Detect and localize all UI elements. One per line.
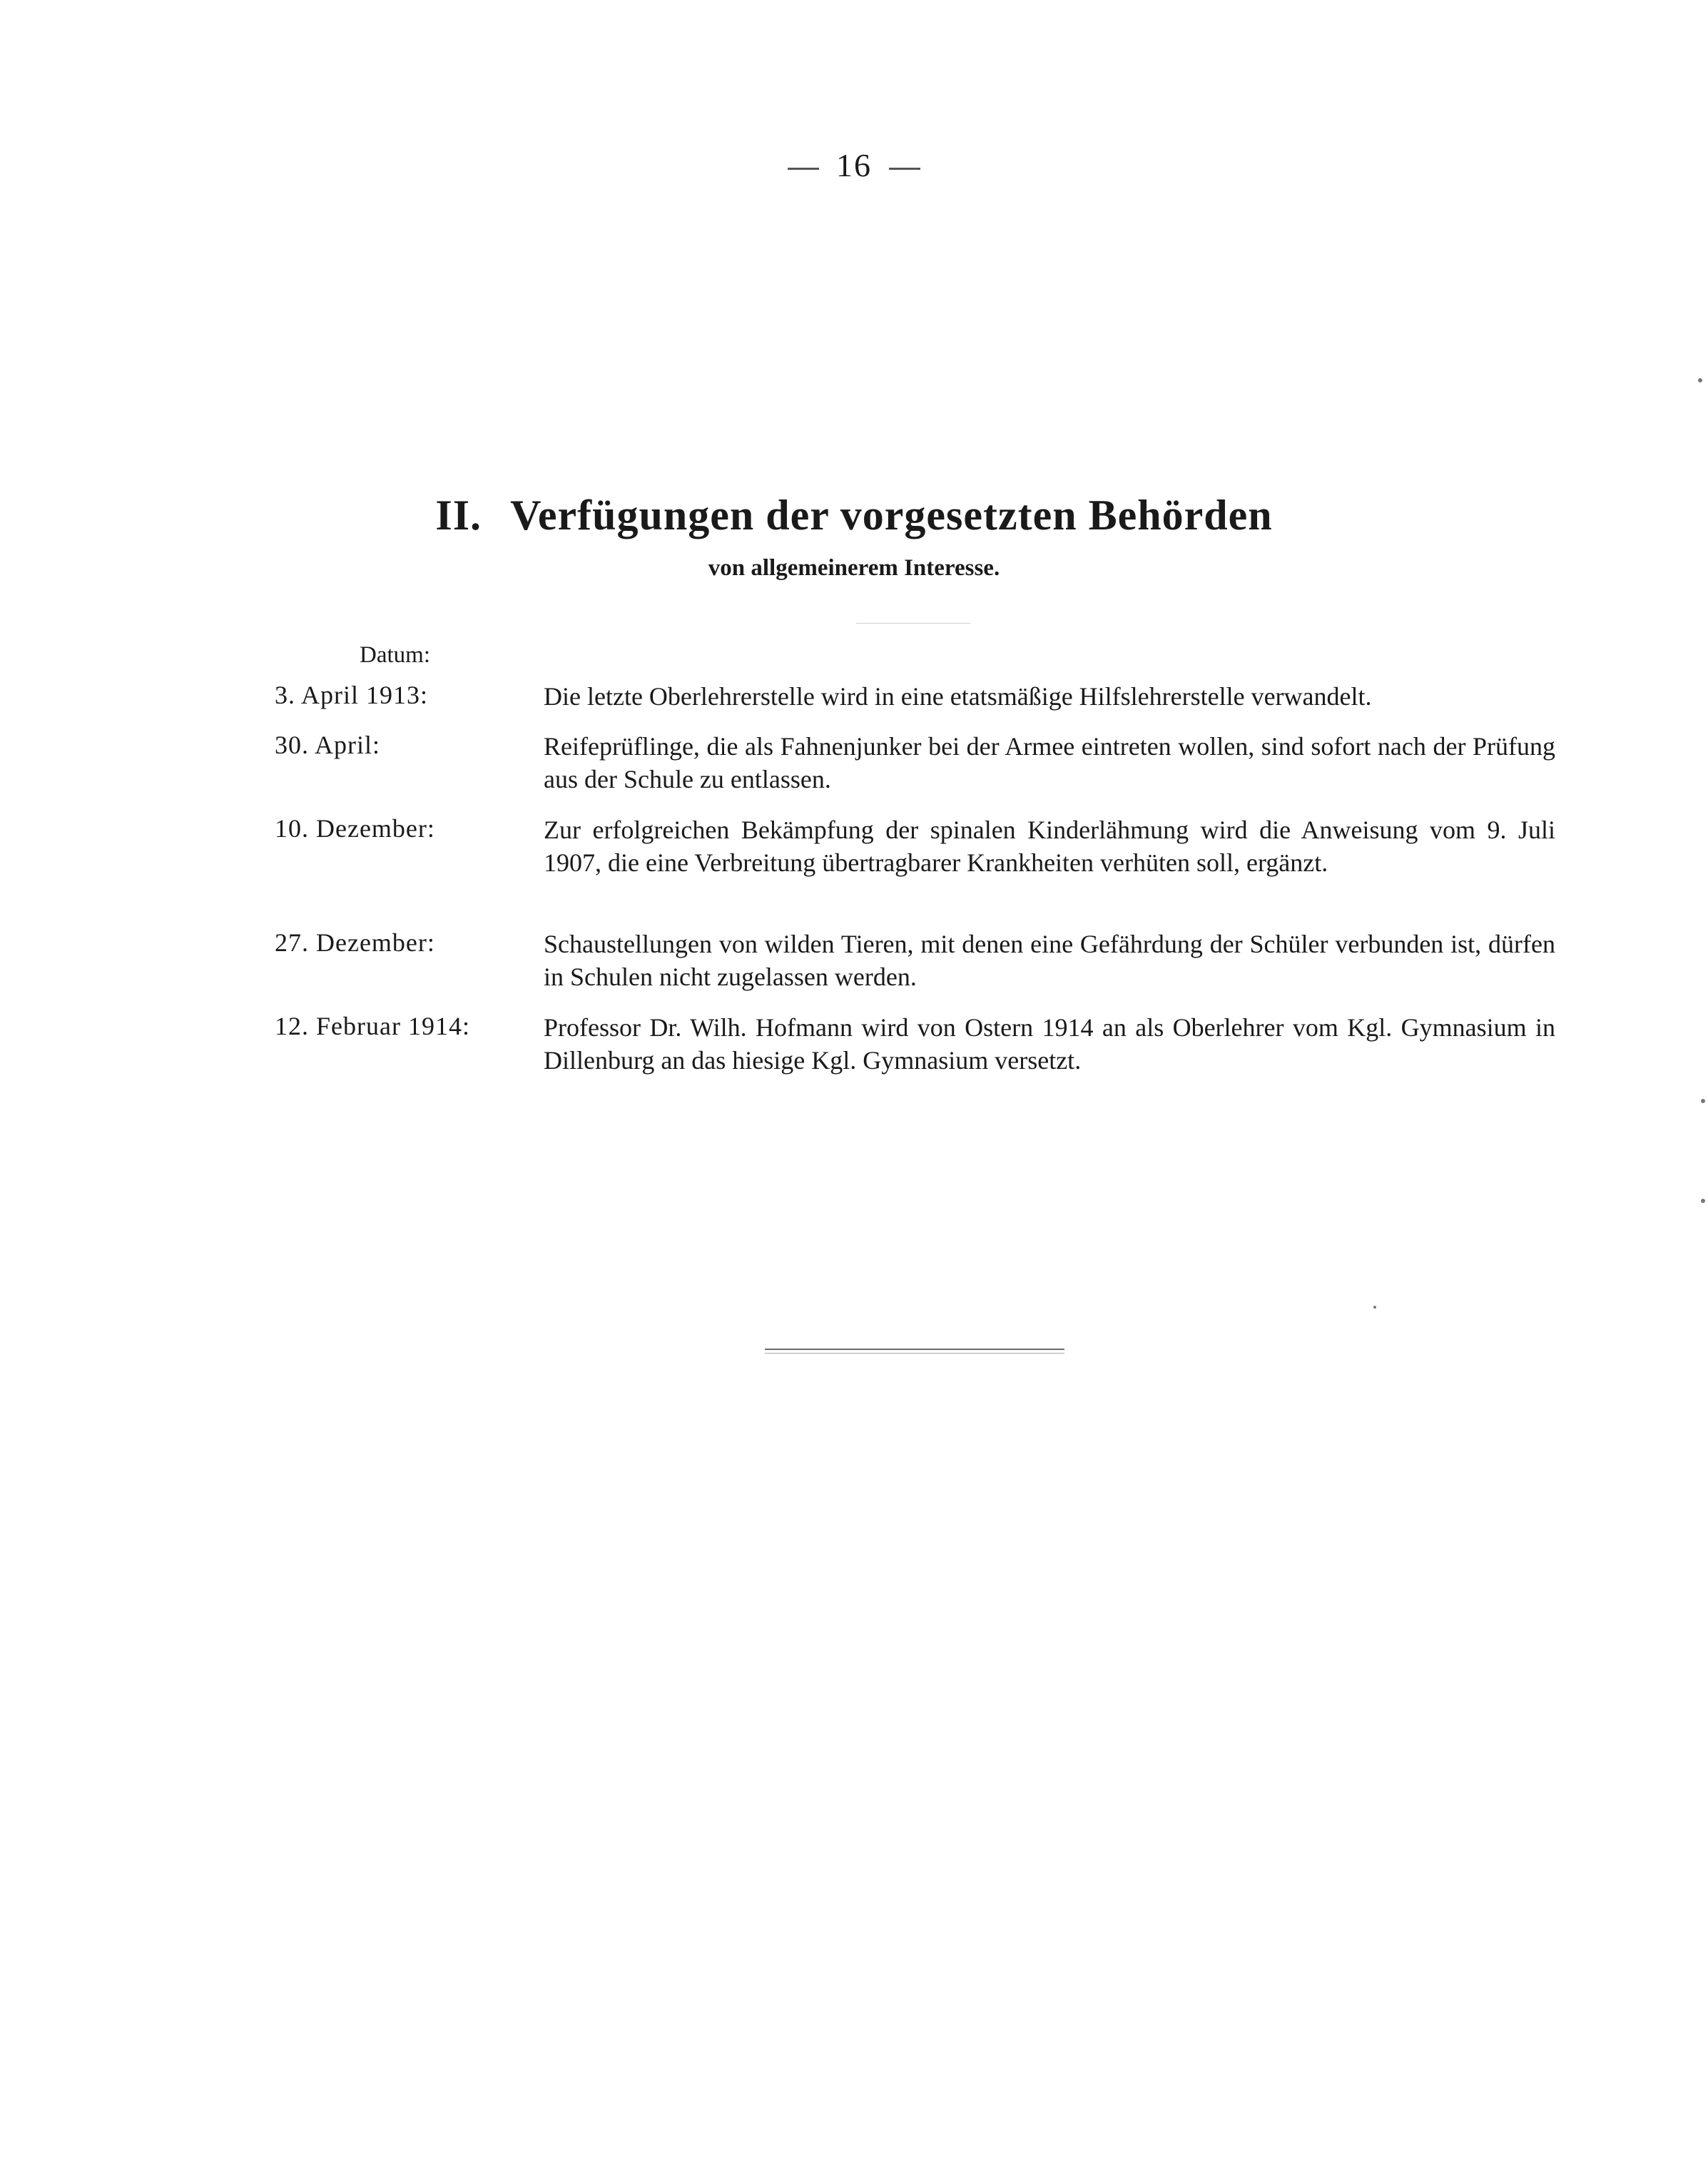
end-rule — [765, 1349, 1064, 1354]
page-number-value: 16 — [836, 147, 872, 183]
decree-date: 30. April: — [275, 731, 381, 759]
section-subtitle: von allgemeinerem Interesse. — [708, 555, 1000, 581]
decree-text: Professor Dr. Wilh. Hofmann wird von Ostern 1914 an als Oberlehrer vom Kgl. Gymnasium in Dillenburg an das hiesige Kgl. Gymnasium versetzt. — [544, 1013, 1555, 1075]
decree-text: Reifeprüflinge, die als Fahnenjunker bei der Armee eintreten wollen, sind sofort nach der Prüfung aus der Schule zu entlassen. — [544, 732, 1555, 793]
decree-date: 27. Dezember: — [275, 928, 435, 957]
decree-text: Schaustellungen von wilden Tieren, mit denen eine Gefährdung der Schüler verbunden ist, dürfen in Schulen nicht zugelassen werden. — [544, 930, 1555, 991]
section-title — [0, 491, 1708, 540]
decree-date: 10. Dezember: — [275, 814, 435, 843]
datum-label: Datum: — [360, 642, 430, 668]
scan-speck — [1698, 378, 1702, 382]
scan-speck — [1701, 1099, 1705, 1103]
page-number-dash-left — [788, 168, 819, 170]
scan-speck — [1701, 1199, 1705, 1203]
scan-speck — [1373, 1306, 1376, 1309]
decree-text: Die letzte Oberlehrerstelle wird in eine etatsmäßige Hilfslehrerstelle verwandelt. — [544, 682, 1372, 711]
page-number — [0, 146, 1708, 184]
page-number-dash-right — [889, 168, 920, 170]
decree-text: Zur erfolgreichen Bekämpfung der spinalen Kinderlähmung wird die Anweisung vom 9. Juli 1907, die eine Verbreitung übertragbarer Krankheiten verhüten soll, ergänzt. — [544, 816, 1555, 877]
section-title-text: Verfügungen der vorgesetzten Behörden — [510, 492, 1273, 539]
decree-date: 12. Februar 1914: — [275, 1012, 470, 1040]
section-number: II. — [435, 492, 482, 539]
divider — [856, 623, 970, 624]
decree-date: 3. April 1913: — [275, 681, 429, 709]
